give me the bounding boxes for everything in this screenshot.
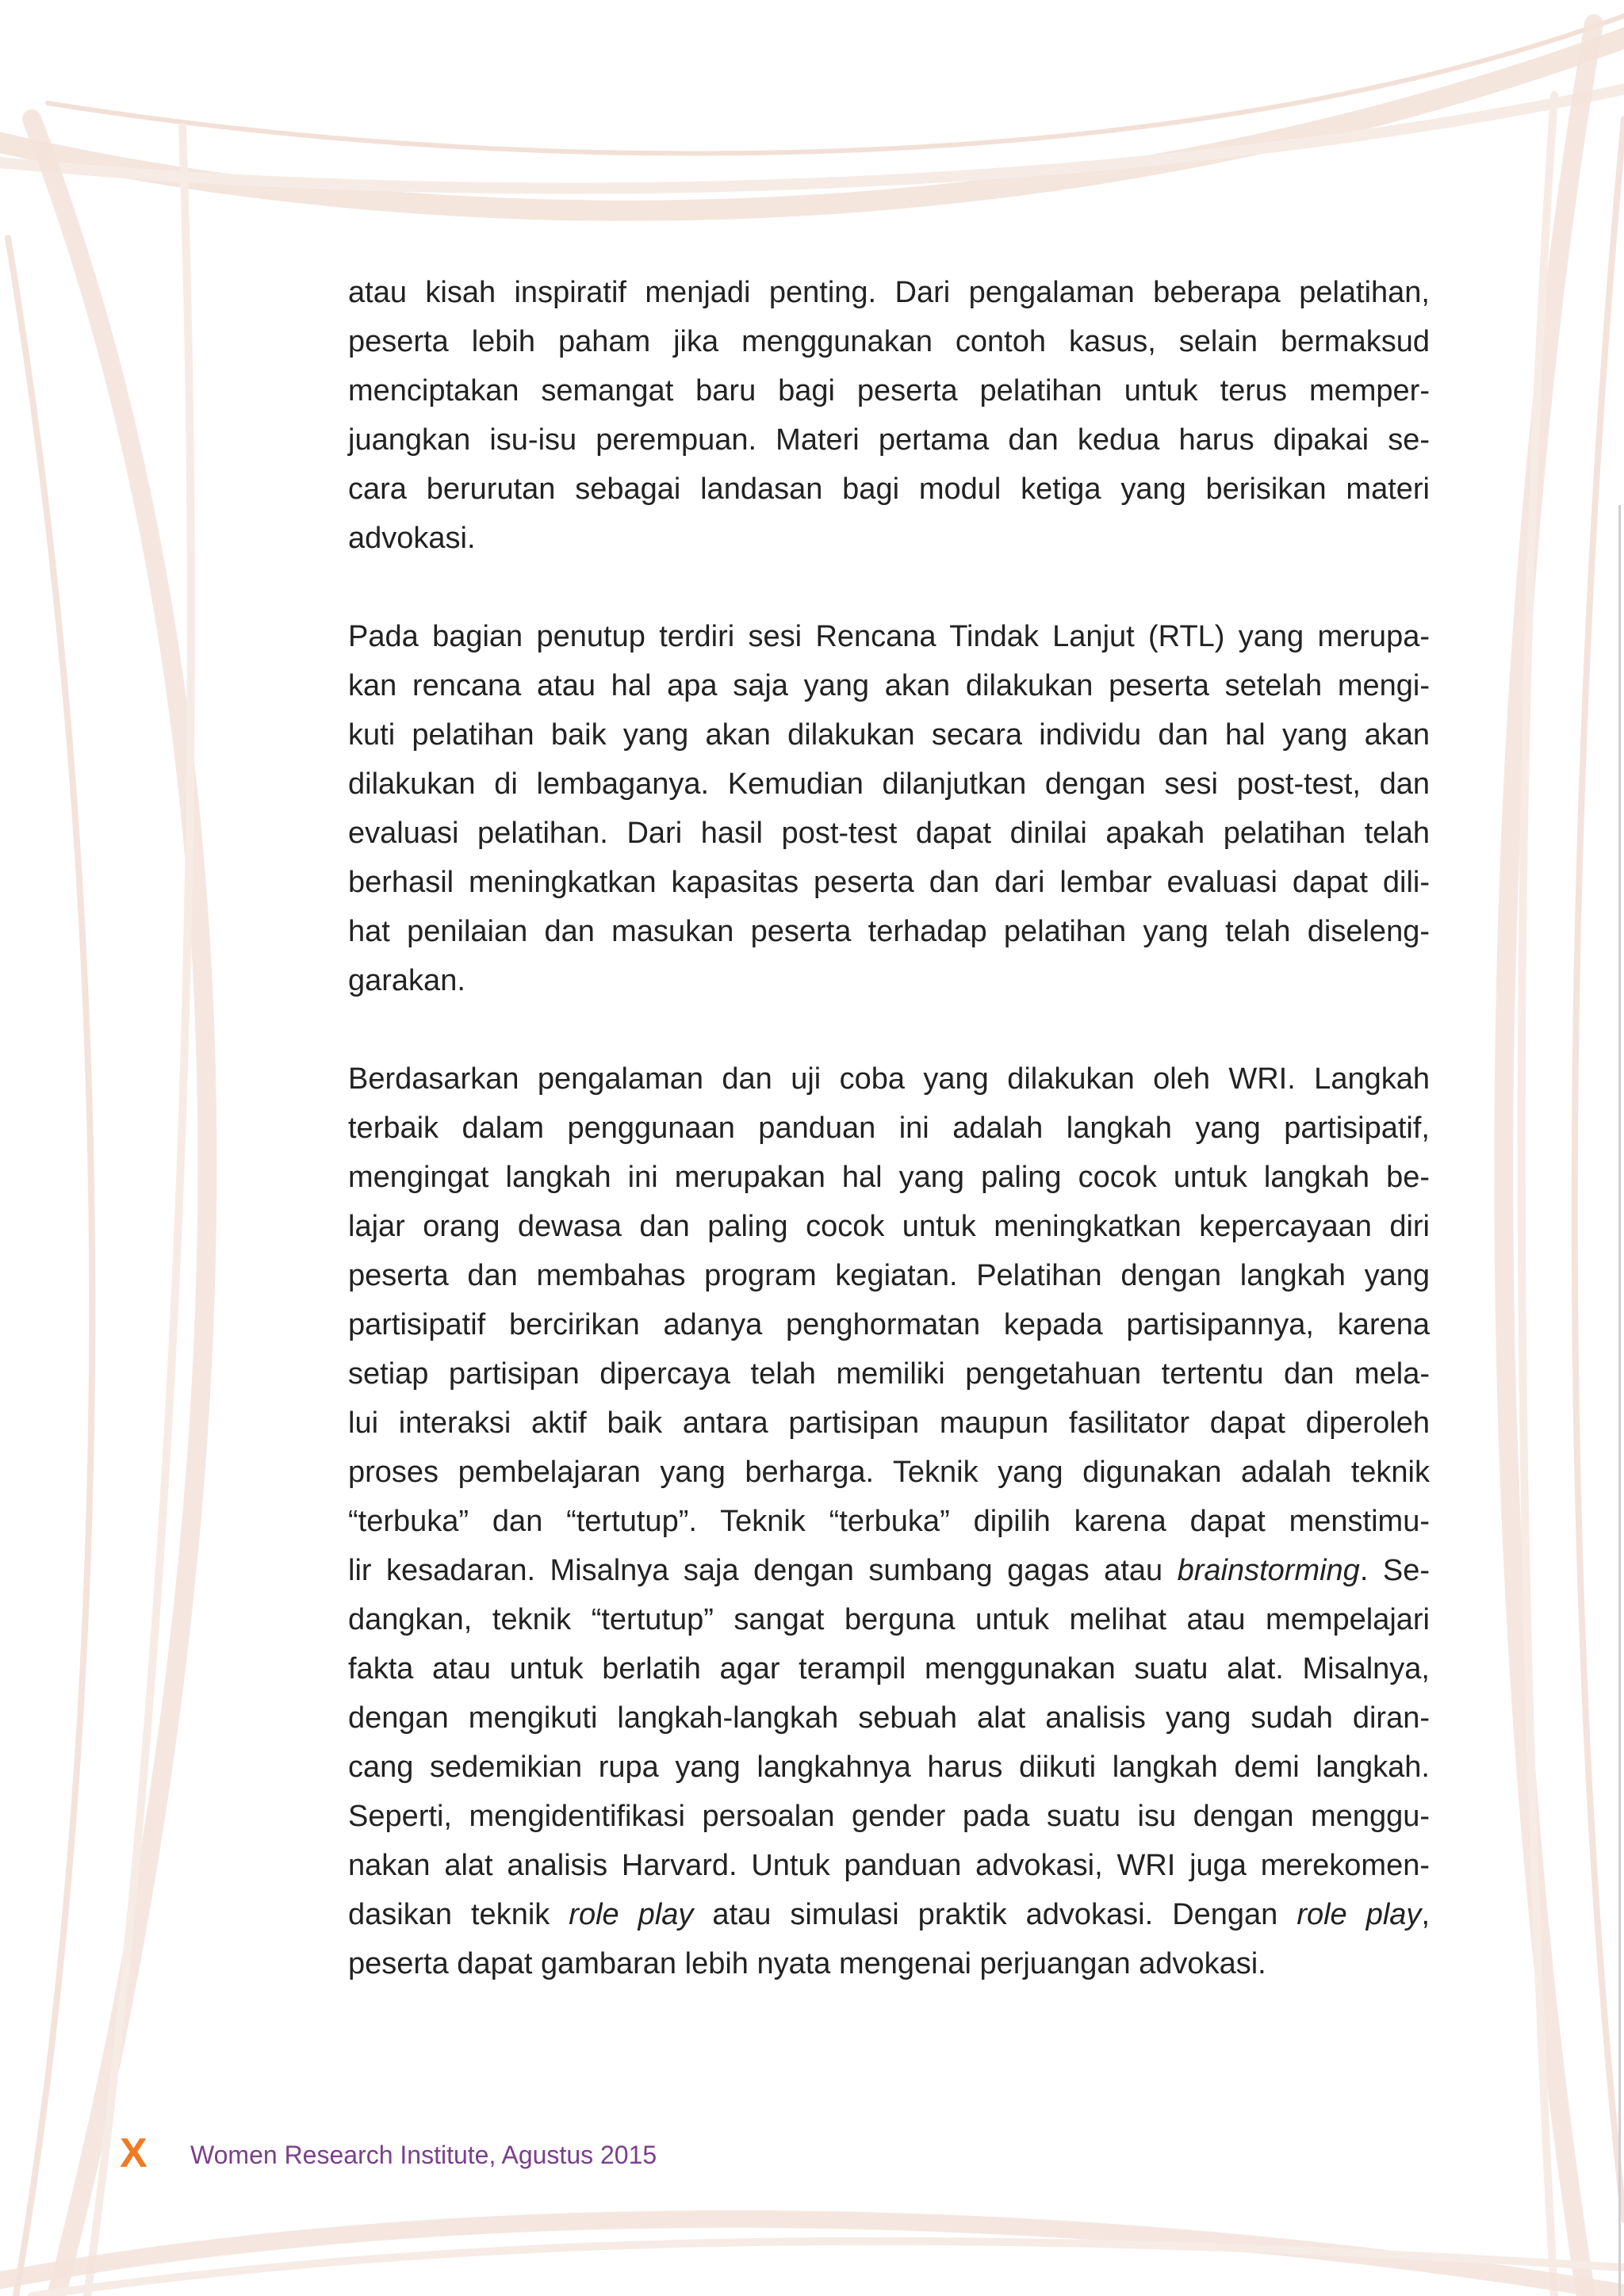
text-line: peserta lebih paham jika menggunakan contoh kasus, selain bermaksud [348, 325, 1430, 358]
text-line: kan rencana atau hal apa saja yang akan dilakukan peserta setelah mengi- [348, 669, 1430, 702]
text-run: . Se- [1359, 1554, 1430, 1587]
footer-publisher-text: Women Research Institute, Agustus 2015 [190, 2141, 657, 2169]
paragraph [348, 268, 1430, 563]
text-line: nakan alat analisis Harvard. Untuk panduan advokasi, WRI juga merekomen- [348, 1849, 1430, 1882]
text-line: dangkan, teknik “tertutup” sangat berguna untuk melihat atau mempelajari [348, 1603, 1430, 1636]
italic-term: brainstorming [1177, 1554, 1360, 1587]
frame-right-swirl [1503, 24, 1594, 2296]
text-line: peserta dan membahas program kegiatan. Pelatihan dengan langkah yang [348, 1259, 1430, 1292]
paragraph [348, 612, 1430, 1005]
text-line [348, 1546, 1430, 1595]
text-run: , [1421, 1898, 1430, 1931]
text-line: cara berurutan sebagai landasan bagi modul ketiga yang berisikan materi [348, 473, 1430, 506]
text-line: setiap partisipan dipercaya telah memiliki pengetahuan tertentu dan mela- [348, 1357, 1430, 1391]
text-line: peserta dapat gambaran lebih nyata mengenai perjuangan advokasi. [348, 1947, 1266, 1980]
text-line: menciptakan semangat baru bagi peserta pelatihan untuk terus memper- [348, 374, 1430, 408]
text-line: dengan mengikuti langkah-langkah sebuah alat analisis yang sudah diran- [348, 1701, 1430, 1735]
text-line: hat penilaian dan masukan peserta terhadap pelatihan yang telah diseleng- [348, 915, 1430, 948]
italic-term: role play [569, 1898, 694, 1931]
frame-right-swirl [1575, 119, 1624, 2220]
text-line: berhasil meningkatkan kapasitas peserta dan dari lembar evaluasi dapat dili- [348, 866, 1430, 899]
page-number-marker: X [120, 2130, 147, 2176]
text-line: atau kisah inspiratif menjadi penting. Dari pengalaman beberapa pelatihan, [348, 276, 1430, 309]
text-line: fakta atau untuk berlatih agar terampil menggunakan suatu alat. Misalnya, [348, 1652, 1430, 1686]
text-line: cang sedemikian rupa yang langkahnya harus diikuti langkah demi langkah. [348, 1751, 1430, 1784]
text-line [348, 1890, 1430, 1939]
text-line: lajar orang dewasa dan paling cocok untuk meningkatkan kepercayaan diri [348, 1210, 1430, 1243]
text-line: mengingat langkah ini merupakan hal yang paling cocok untuk langkah be- [348, 1161, 1430, 1194]
text-line: evaluasi pelatihan. Dari hasil post-test dapat dinilai apakah pelatihan telah [348, 817, 1430, 850]
body-text [348, 268, 1430, 1988]
paragraph [348, 1054, 1430, 1988]
text-line: Seperti, mengidentifikasi persoalan gender pada suatu isu dengan menggu- [348, 1800, 1430, 1833]
italic-term: role play [1297, 1898, 1422, 1931]
text-line: proses pembelajaran yang berharga. Teknik yang digunakan adalah teknik [348, 1456, 1430, 1489]
text-line: kuti pelatihan baik yang akan dilakukan secara individu dan hal yang akan [348, 718, 1430, 752]
text-line: juangkan isu-isu perempuan. Materi pertama dan kedua harus dipakai se- [348, 423, 1430, 457]
text-line: terbaik dalam penggunaan panduan ini adalah langkah yang partisipatif, [348, 1112, 1430, 1145]
text-line: garakan. [348, 964, 465, 997]
text-line: partisipatif bercirikan adanya penghormatan kepada partisipannya, karena [348, 1308, 1430, 1341]
text-run: lir kesadaran. Misalnya saja dengan sumbang gagas atau [348, 1554, 1178, 1587]
frame-top-swirl [0, 87, 1624, 188]
text-line: dilakukan di lembaganya. Kemudian dilanjutkan dengan sesi post-test, dan [348, 767, 1430, 801]
text-line: “terbuka” dan “tertutup”. Teknik “terbuka” dipilih karena dapat menstimu- [348, 1505, 1430, 1538]
text-line: Berdasarkan pengalaman dan uji coba yang dilakukan oleh WRI. Langkah [348, 1062, 1430, 1096]
text-line: lui interaksi aktif baik antara partisipan maupun fasilitator dapat diperoleh [348, 1406, 1430, 1440]
text-line: advokasi. [348, 522, 476, 555]
text-run: atau simulasi praktik advokasi. Dengan [693, 1898, 1297, 1931]
text-line: Pada bagian penutup terdiri sesi Rencana Tindak Lanjut (RTL) yang merupa- [348, 620, 1430, 653]
text-run: dasikan teknik [348, 1898, 569, 1931]
frame-left-swirl [8, 238, 92, 2296]
page-edge-line [1618, 505, 1621, 2296]
